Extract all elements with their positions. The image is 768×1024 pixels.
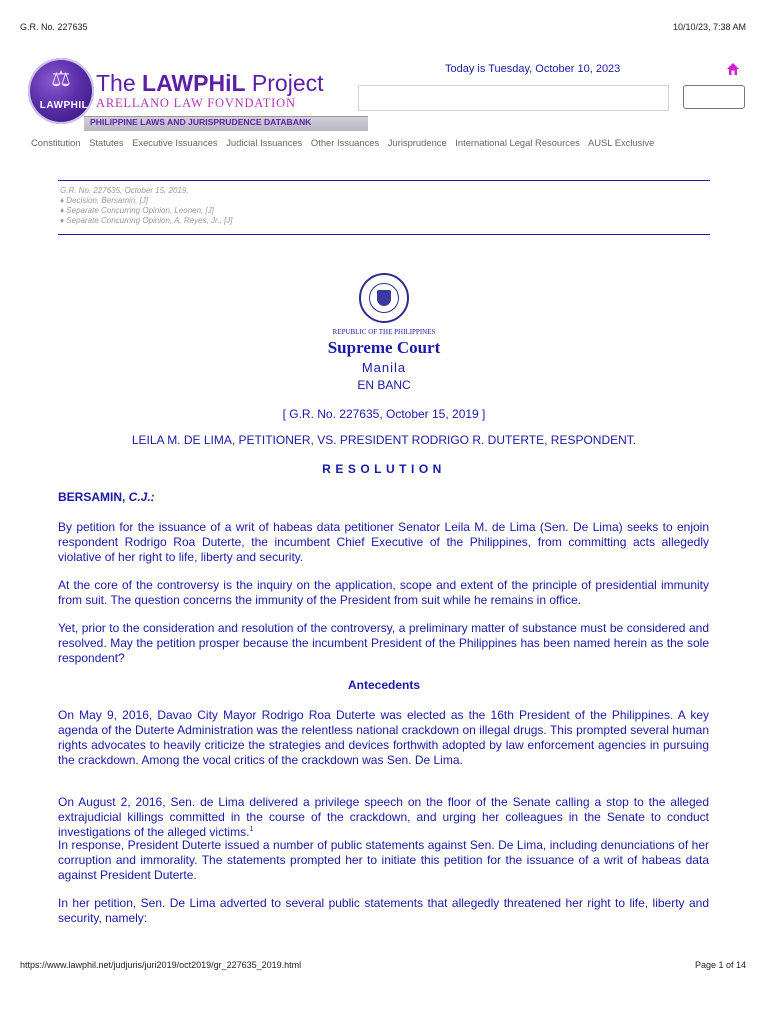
table-of-contents bbox=[60, 186, 232, 226]
document-type: RESOLUTION bbox=[322, 462, 446, 476]
nav-constitution[interactable]: Constitution bbox=[31, 137, 81, 148]
today-date: Today is Tuesday, October 10, 2023 bbox=[445, 63, 621, 75]
nav-jurisprudence[interactable]: Jurisprudence bbox=[387, 137, 447, 148]
home-icon[interactable] bbox=[726, 62, 740, 76]
nav-executive-issuances[interactable]: Executive Issuances bbox=[132, 137, 218, 148]
lawphil-logo[interactable] bbox=[26, 58, 346, 130]
print-footer-url: https://www.lawphil.net/judjuris/juri2019/oct2019/gr_227635_2019.html bbox=[20, 960, 302, 970]
paragraph-4: On May 9, 2016, Davao City Mayor Rodrigo Roa Duterte was elected as the 16th President of the Philippines. A key agenda of the Duterte Administration was the relentless national crackdown on illegal drugs. This prompted several human rights advocates to heavily criticize the strategies and devices forthwith adopted by law enforcement agencies in pursuing the crackdown. Among the vocal critics of the crackdown was Sen. De Lima. bbox=[58, 708, 709, 767]
logo-band-text: PHILIPPINE LAWS AND JURISPRUDENCE DATABANK bbox=[90, 117, 312, 127]
toc-item[interactable]: G.R. No. 227635, October 15, 2019, bbox=[60, 186, 189, 195]
logo-title: The LAWPHiL Project bbox=[96, 70, 324, 96]
toc-item[interactable]: ♦ Decision, Bersamin, [J] bbox=[60, 196, 149, 205]
city-heading: Manila bbox=[361, 360, 407, 375]
footnote-1-link[interactable]: 1 bbox=[249, 826, 254, 833]
print-header-title: G.R. No. 227635 bbox=[20, 22, 88, 32]
logo-subtitle: ARELLANO LAW FOVNDATION bbox=[96, 96, 296, 110]
toc-item[interactable]: ♦ Separate Concurring Opinion, A. Reyes, Jr., [J] bbox=[60, 216, 233, 225]
print-footer bbox=[20, 960, 746, 970]
scales-icon: ⚖ bbox=[51, 66, 71, 91]
nav-international-legal-resources[interactable]: International Legal Resources bbox=[455, 137, 580, 148]
supreme-court-seal-icon bbox=[359, 273, 409, 323]
nav-judicial-issuances[interactable]: Judicial Issuances bbox=[226, 137, 303, 148]
main-nav bbox=[31, 137, 660, 148]
case-parties: LEILA M. DE LIMA, PETITIONER, VS. PRESIDENT RODRIGO R. DUTERTE, RESPONDENT. bbox=[131, 433, 637, 447]
ponente-title: C.J.: bbox=[128, 490, 155, 504]
ponente bbox=[58, 490, 155, 504]
logo-globe-icon bbox=[28, 58, 94, 124]
print-header-date: 10/10/23, 7:38 AM bbox=[672, 22, 746, 32]
search-input[interactable] bbox=[358, 85, 669, 111]
nav-other-issuances[interactable]: Other Issuances bbox=[310, 137, 380, 148]
logo-badge-text: LAWPHIL bbox=[39, 100, 89, 111]
case-number: [ G.R. No. 227635, October 15, 2019 ] bbox=[282, 407, 486, 421]
print-footer-page: Page 1 of 14 bbox=[694, 960, 746, 970]
paragraph-6: In response, President Duterte issued a number of public statements against Sen. De Lima, including denunciations of her corruption and immorality. The statements prompted her to initiate this petition for the issuance of a writ of habeas data against President Duterte. bbox=[58, 838, 709, 882]
court-heading: Supreme Court bbox=[327, 338, 441, 357]
division-heading: EN BANC bbox=[357, 378, 411, 392]
divider-top bbox=[58, 180, 710, 181]
divider-bottom bbox=[58, 234, 710, 235]
paragraph-5: On August 2, 2016, Sen. de Lima delivered a privilege speech on the floor of the Senate calling a stop to the alleged extrajudicial killings committed in the course of the crackdown, and urging her colleagues in the Senate to conduct investigations of the alleged victims.$^1$ bbox=[58, 795, 709, 839]
paragraph-1: By petition for the issuance of a writ of habeas data petitioner Senator Leila M. de Lima (Sen. De Lima) seeks to enjoin respondent Rodrigo Roa Duterte, the incumbent Chief Executive of the Philippines, from committing acts allegedly violative of her right to life, liberty and security. bbox=[58, 520, 709, 564]
paragraph-3: Yet, prior to the consideration and resolution of the controversy, a preliminary matter of substance must be considered and resolved. May the petition prosper because the incumbent President of the Philippines has been named herein as the sole respondent? bbox=[58, 621, 709, 665]
search-button[interactable] bbox=[683, 85, 745, 109]
section-heading-antecedents: Antecedents bbox=[347, 678, 421, 692]
paragraph-7: In her petition, Sen. De Lima adverted to several public statements that allegedly threatened her right to life, liberty and security, namely: bbox=[58, 896, 709, 925]
toc-item[interactable]: ♦ Separate Concurring Opinion, Leonen, [J] bbox=[60, 206, 214, 215]
paragraph-2: At the core of the controversy is the inquiry on the application, scope and extent of the principle of presidential immunity from suit. The question concerns the immunity of the President from suit while he remains in office. bbox=[58, 578, 709, 607]
republic-heading: REPUBLIC OF THE PHILIPPINES bbox=[332, 328, 436, 336]
ponente-name: BERSAMIN, bbox=[58, 490, 129, 504]
nav-statutes[interactable]: Statutes bbox=[89, 137, 124, 148]
print-header bbox=[20, 22, 746, 32]
nav-ausl-exclusive[interactable]: AUSL Exclusive bbox=[587, 137, 655, 148]
